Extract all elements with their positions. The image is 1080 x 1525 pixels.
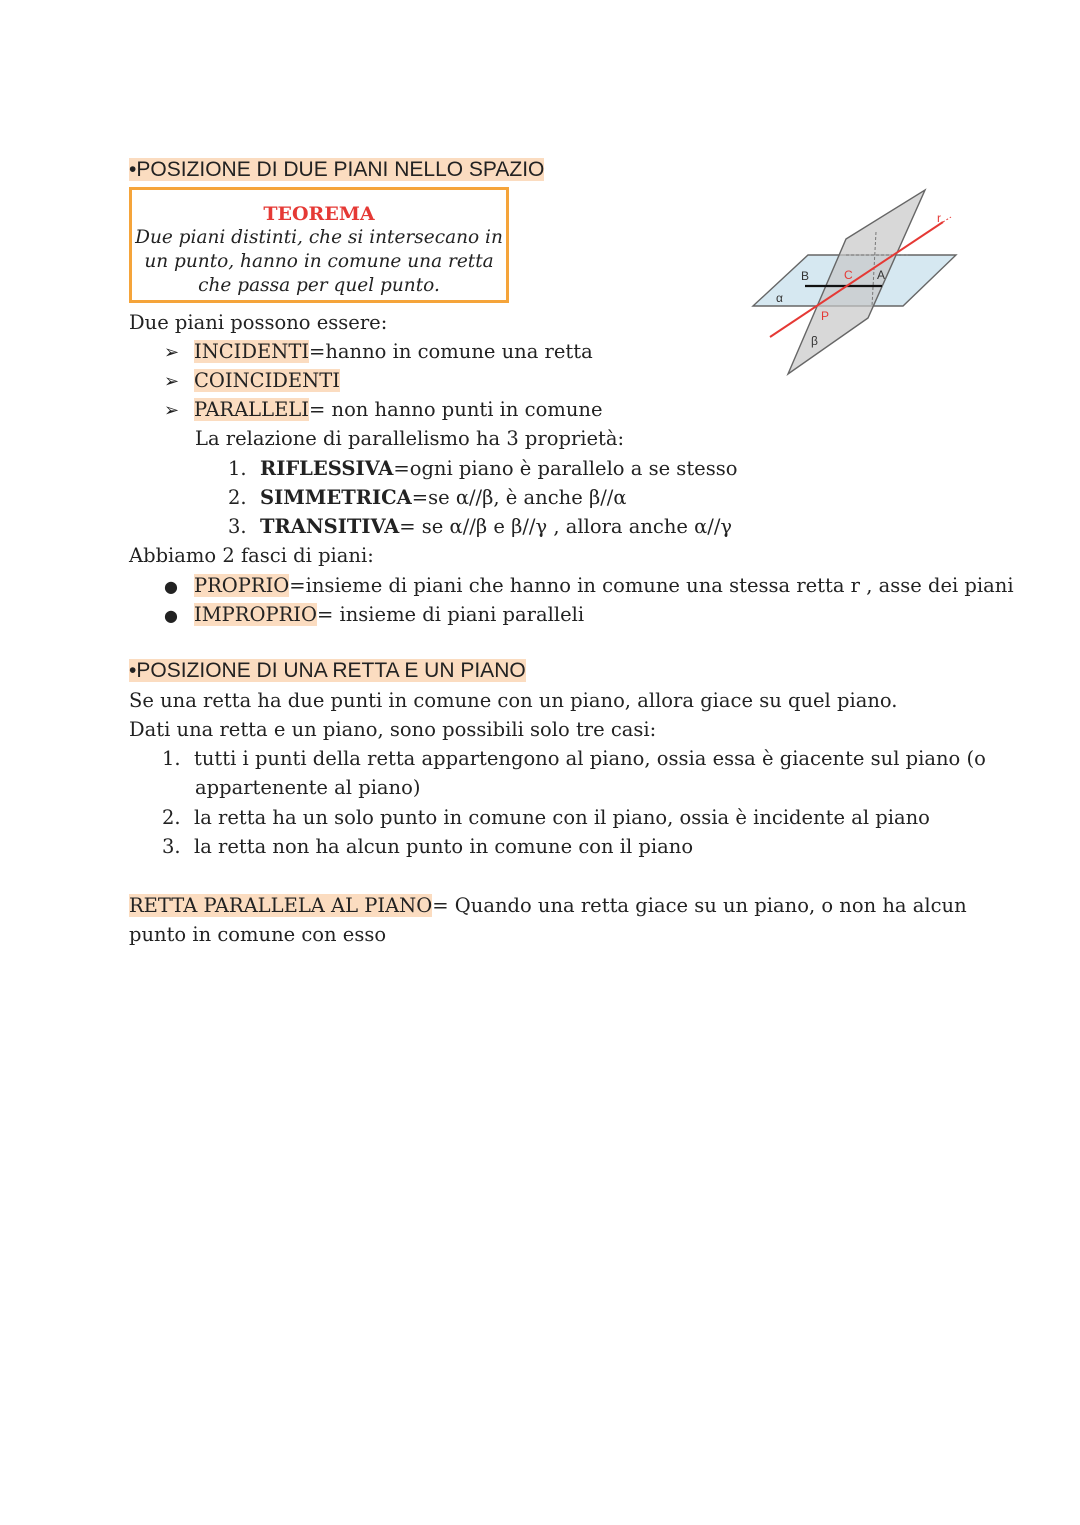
list-item: 2. la retta ha un solo punto in comune con il piano, ossia è incidente al piano: [162, 806, 930, 829]
label-b: B: [801, 269, 810, 283]
arrow-bullet-icon: ➢: [164, 342, 180, 363]
list-item: ➢ COINCIDENTI: [164, 366, 340, 396]
list-item: ● IMPROPRIO= insieme di piani paralleli: [164, 600, 584, 630]
theorem-heading: TEOREMA: [263, 203, 375, 225]
label-a: A: [877, 268, 886, 282]
list-item: 2. SIMMETRICA=se α//β, è anche β//α: [228, 486, 627, 509]
list-item: 1. tutti i punti della retta appartengono al piano, ossia essa è giacente sul piano (o: [162, 747, 986, 770]
bullet-icon: ●: [164, 606, 178, 625]
bullet-icon: ●: [164, 577, 178, 596]
bundles-intro: Abbiamo 2 fasci di piani:: [129, 544, 374, 567]
planes-intro: Due piani possono essere:: [129, 311, 388, 334]
list-item: ➢ INCIDENTI=hanno in comune una retta: [164, 337, 593, 367]
theorem-line: Due piani distinti, che si intersecano in: [135, 227, 503, 248]
arrow-bullet-icon: ➢: [164, 371, 180, 392]
list-item: ● PROPRIO=insieme di piani che hanno in comune una stessa retta r , asse dei piani: [164, 571, 1014, 601]
list-item: ➢ PARALLELI= non hanno punti in comune: [164, 395, 602, 425]
theorem-box: [129, 187, 509, 303]
list-item: 3. TRANSITIVA= se α//β e β//γ , allora anche α//γ: [228, 515, 733, 538]
theorem-line: che passa per quel punto.: [198, 275, 440, 296]
section-title-two-planes: •POSIZIONE DI DUE PIANI NELLO SPAZIO: [129, 158, 545, 181]
arrow-bullet-icon: ➢: [164, 400, 180, 421]
label-alpha: α: [776, 291, 783, 305]
label-beta: β: [811, 334, 818, 348]
paragraph-line: Dati una retta e un piano, sono possibili solo tre casi:: [129, 718, 657, 741]
theorem-line: un punto, hanno in comune una retta: [144, 251, 494, 272]
intersecting-planes-figure: [748, 182, 963, 378]
label-c: C: [844, 268, 853, 282]
parallel-definition: RETTA PARALLELA AL PIANO= Quando una retta giace su un piano, o non ha alcun: [129, 894, 967, 917]
parallel-definition-continuation: punto in comune con esso: [129, 923, 387, 946]
label-r: r: [937, 211, 941, 225]
paragraph-line: Se una retta ha due punti in comune con un piano, allora giace su quel piano.: [129, 689, 898, 712]
section-title-line-plane: •POSIZIONE DI UNA RETTA E UN PIANO: [129, 659, 526, 682]
label-p: P: [821, 309, 830, 323]
list-item: 3. la retta non ha alcun punto in comune con il piano: [162, 835, 694, 858]
parallel-intro: La relazione di parallelismo ha 3 proprietà:: [195, 427, 625, 450]
list-item-continuation: appartenente al piano): [195, 776, 421, 799]
list-item: 1. RIFLESSIVA=ogni piano è parallelo a se stesso: [228, 457, 738, 480]
